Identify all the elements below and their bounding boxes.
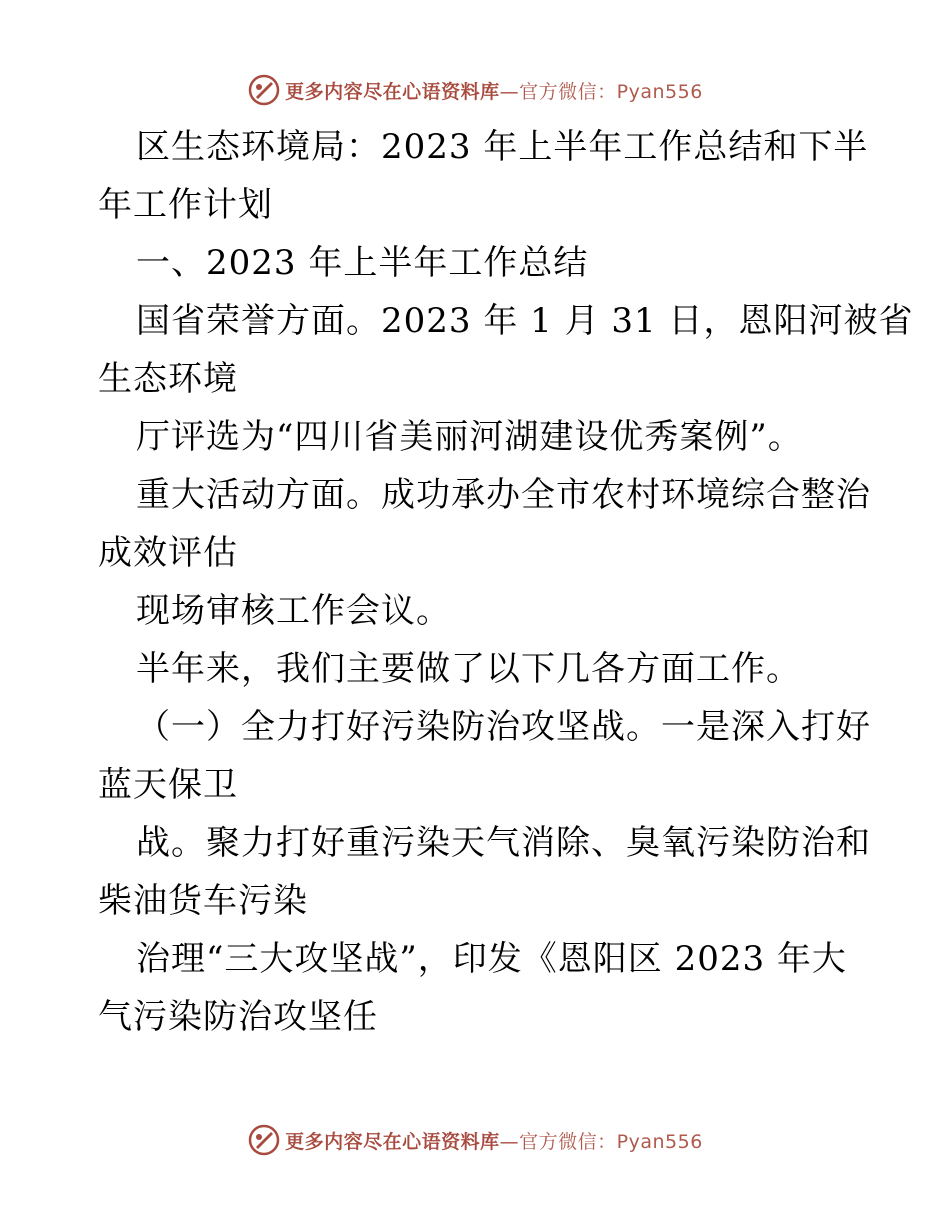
header-watermark bbox=[0, 70, 950, 110]
title-line-1: 区生态环境局：2023 年上半年工作总结和下半 bbox=[136, 127, 869, 167]
paragraph-line: 现场审核工作会议。 bbox=[136, 591, 451, 631]
paragraph-line: 厅评选为“四川省美丽河湖建设优秀案例”。 bbox=[136, 417, 803, 457]
paragraph-line: 生态环境 bbox=[98, 359, 238, 399]
paragraph-line: 战。聚力打好重污染天气消除、臭氧污染防治和 bbox=[136, 823, 871, 863]
watermark-separator: — bbox=[499, 1130, 520, 1153]
paragraph-line: 气污染防治攻坚任 bbox=[98, 997, 378, 1037]
paragraph-line: 治理“三大攻坚战”，印发《恩阳区 2023 年大 bbox=[136, 939, 847, 979]
watermark-contact: 官方微信：Pyan556 bbox=[519, 80, 703, 103]
quill-seal-icon bbox=[247, 1123, 281, 1157]
watermark-text bbox=[285, 77, 703, 104]
paragraph-line: 半年来，我们主要做了以下几各方面工作。 bbox=[136, 649, 801, 689]
paragraph-line: （一）全力打好污染防治攻坚战。一是深入打好 bbox=[136, 707, 871, 747]
title-line-2: 年工作计划 bbox=[98, 185, 273, 225]
paragraph-line: 蓝天保卫 bbox=[98, 765, 238, 805]
watermark-main: 更多内容尽在心语资料库 bbox=[285, 80, 500, 103]
paragraph-line: 成效评估 bbox=[98, 533, 238, 573]
footer-watermark bbox=[0, 1120, 950, 1160]
watermark-main: 更多内容尽在心语资料库 bbox=[285, 1130, 500, 1153]
quill-seal-icon bbox=[247, 73, 281, 107]
watermark-contact: 官方微信：Pyan556 bbox=[519, 1130, 703, 1153]
paragraph-line: 国省荣誉方面。2023 年 1 月 31 日，恩阳河被省 bbox=[136, 301, 914, 341]
paragraph-line: 柴油货车污染 bbox=[98, 881, 308, 921]
watermark-text bbox=[285, 1127, 703, 1154]
section-heading: 一、2023 年上半年工作总结 bbox=[136, 243, 589, 283]
paragraph-line: 重大活动方面。成功承办全市农村环境综合整治 bbox=[136, 475, 871, 515]
document-body bbox=[98, 118, 914, 1046]
watermark-separator: — bbox=[499, 80, 520, 103]
